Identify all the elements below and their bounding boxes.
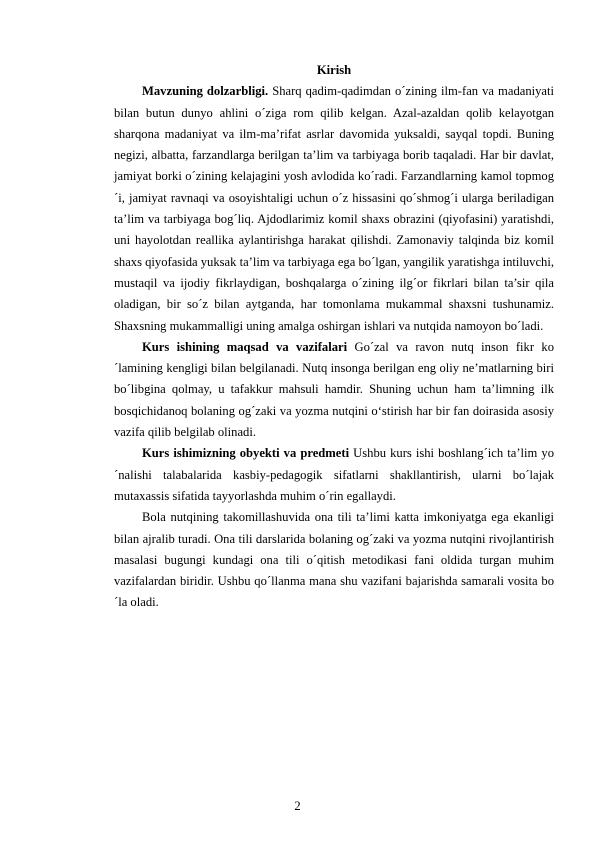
paragraph-text-native-language: Bola nutqining takomillashuvida ona tili ta’limi katta imkoniyatga ega ekanligi bilan ajralib turadi. Ona tili darslarida bolaning og´zaki va yozma nutqini rivojlantirish masalasi bugungi kundagi ona tili o´qitish metodikasi fani oldida turgan muhim vazifalardan biridir. Ushbu qo´llanma mana shu vazifani bajarishda samarali vosita bo´la oladi. <box>114 510 554 610</box>
paragraph-object <box>114 443 554 507</box>
page-title: Kirish <box>316 63 352 77</box>
paragraph-relevance <box>114 81 554 337</box>
paragraph-lead-goals: Kurs ishining maqsad va vazifalari <box>142 339 348 354</box>
paragraph-text-goals: Go´zal va ravon nutq inson fikr ko´lamining kengligi bilan belgilanadi. Nutq insonga berilgan eng oliy ne’matlarning biri bo´libgina qolmay, u tafakkur mahsuli hamdir. Shuning uchun ham ta’limning ilk bosqichidanoq bolaning og´zaki va yozma nutqini o‘stirish har bir fan doirasida asosiy vazifa qilib belgilab olinadi. <box>114 339 554 440</box>
document-body <box>114 60 554 614</box>
paragraph-native-language <box>114 507 554 613</box>
paragraph-goals <box>114 337 554 443</box>
paragraph-lead-object: Kurs ishimizning obyekti va predmeti <box>142 446 350 461</box>
paragraph-lead-relevance: Mavzuning dolzarbligi. <box>142 84 269 99</box>
page-number: 2 <box>294 799 301 813</box>
paragraph-text-object: Ushbu kurs ishi boshlang´ich ta’lim yo´nalishi talabalarida kasbiy-pedagogik sifatlarni shakllantirish, ularni bo´lajak mutaxassis sifatida tayyorlashda muhim o´rin egallaydi. <box>114 446 554 503</box>
paragraph-text-relevance: Sharq qadim-qadimdan o´zining ilm-fan va madaniyati bilan butun dunyo ahlini o´ziga rom qilib kelgan. Azal-azaldan qolib kelayotgan sharqona madaniyat va ilm-ma’rifat asrlar davomida yuksaldi, sayqal topdi. Buning negizi, albatta, farzandlarga berilgan ta’lim va tarbiyaga borib taqaladi. Har bir davlat, jamiyat borki o´zining kelajagini yosh avlodida ko´radi. Farzandlarning kamol topmog´i, jamiyat ravnaqi va osoyishtaligi uchun o´z hissasini qo´shmog´i ularga beriladigan ta’lim va tarbiyaga bog´liq. Ajdodlarimiz komil shaxs obrazini (qiyofasini) yaratishdi, uni hayolotdan reallika aylantirishga harakat qilishdi. Zamonaviy talqinda biz komil shaxs qiyofasida yuksak ta’lim va tarbiyaga ega bo´lgan, yangilik yaratishga intiluvchi, mustaqil va ijodiy fikrlaydigan, boshqalarga o´zining ilg´or fikrlari bilan ta’sir qila oladigan, bir so´z bilan aytganda, har tomonlama mukammal shaxsni tushunamiz. Shaxsning mukammalligi uning amalga oshirgan ishlari va nutqida namoyon bo´ladi. <box>114 84 555 333</box>
